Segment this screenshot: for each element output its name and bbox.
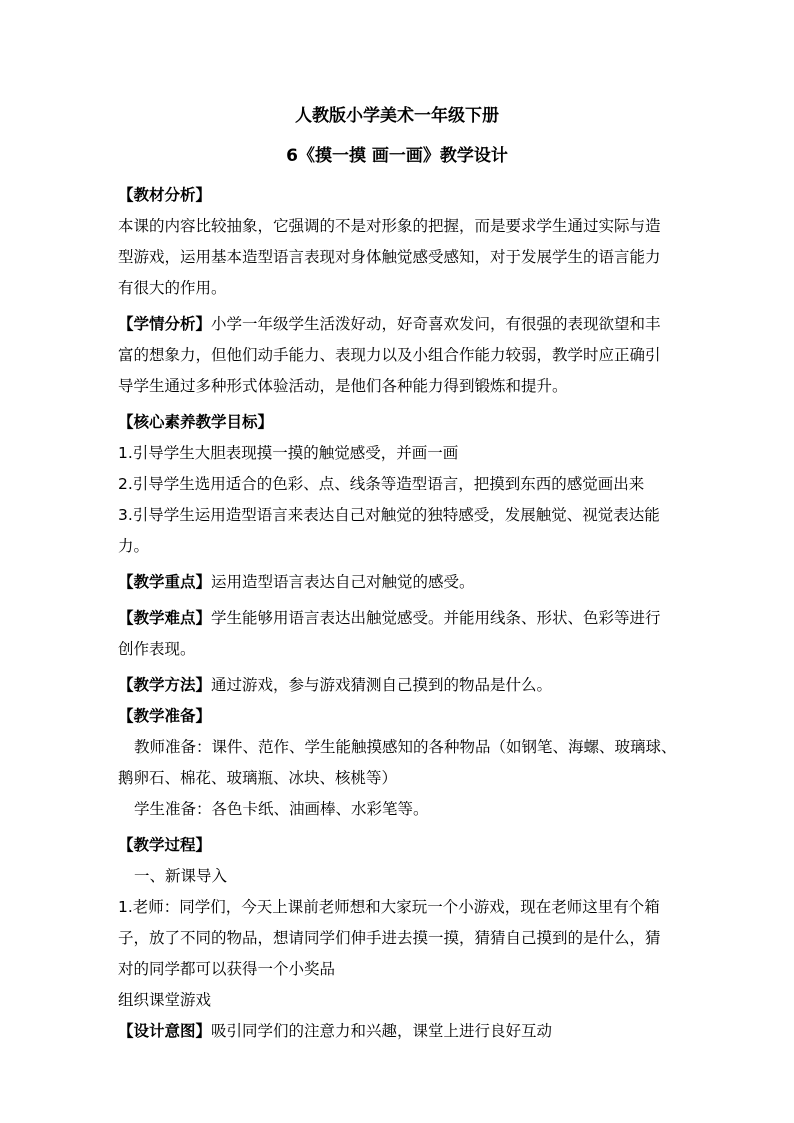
document-title: 人教版小学美术一年级下册 — [295, 106, 499, 126]
heading-preparation: 【教学准备】 — [118, 707, 212, 725]
heading-material-analysis: 【教材分析】 — [118, 186, 212, 204]
heading-key-point: 【教学重点】 — [118, 573, 212, 591]
paragraph-line: 有很大的作用。 — [118, 279, 227, 297]
paragraph-text: 吸引同学们的注意力和兴趣，课堂上进行良好互动 — [211, 1022, 553, 1040]
heading-process: 【教学过程】 — [118, 836, 212, 854]
paragraph-line — [118, 567, 676, 598]
paragraph-text: 小学一年级学生活泼好动，好奇喜欢发问，有很强的表现欲望和丰 — [211, 315, 661, 333]
paragraph-line — [118, 309, 676, 340]
paragraph-text: 运用造型语言表达自己对触觉的感受。 — [211, 573, 475, 591]
paragraph-line: 本课的内容比较抽象，它强调的不是对形象的把握，而是要求学生通过实际与造 — [118, 217, 661, 235]
heading-method: 【教学方法】 — [118, 676, 212, 694]
paragraph-line: 组织课堂游戏 — [118, 991, 212, 1009]
document-subtitle: 6《摸一摸 画一画》教学设计 — [286, 146, 508, 166]
list-item: 3.引导学生运用造型语言来表达自己对触觉的独特感受，发展触觉、视觉表达能 — [118, 506, 660, 524]
paragraph-line — [118, 670, 676, 701]
paragraph-line: 导学生通过多种形式体验活动，是他们各种能力得到锻炼和提升。 — [118, 377, 568, 395]
paragraph-line: 型游戏，运用基本造型语言表现对身体触觉感受感知，对于发展学生的语言能力 — [118, 248, 661, 266]
list-item: 2.引导学生选用适合的色彩、点、线条等造型语言，把摸到东西的感觉画出来 — [118, 475, 645, 493]
heading-design-intent: 【设计意图】 — [118, 1022, 212, 1040]
paragraph-text: 通过游戏，参与游戏猜测自己摸到的物品是什么。 — [211, 676, 553, 694]
paragraph-line: 子，放了不同的物品，想请同学们伸手进去摸一摸，猜猜自己摸到的是什么，猜 — [118, 929, 661, 947]
paragraph-line: 富的想象力，但他们动手能力、表现力以及小组合作能力较弱，教学时应正确引 — [118, 346, 661, 364]
paragraph-line — [118, 603, 676, 634]
paragraph-line: 1.老师：同学们，今天上课前老师想和大家玩一个小游戏，现在老师这里有个箱 — [118, 898, 660, 916]
heading-difficulty: 【教学难点】 — [118, 609, 212, 627]
list-item: 力。 — [118, 537, 150, 555]
paragraph-line: 对的同学都可以获得一个小奖品 — [118, 960, 336, 978]
paragraph-line: 学生准备：各色卡纸、油画棒、水彩笔等。 — [134, 800, 429, 818]
paragraph-line: 鹅卵石、棉花、玻璃瓶、冰块、核桃等） — [118, 769, 398, 787]
heading-student-analysis: 【学情分析】 — [118, 315, 212, 333]
paragraph-line: 创作表现。 — [118, 640, 196, 658]
paragraph-text: 学生能够用语言表达出触觉感受。并能用线条、形状、色彩等进行 — [211, 609, 661, 627]
sub-heading: 一、新课导入 — [134, 867, 228, 885]
heading-core-goals: 【核心素养教学目标】 — [118, 413, 274, 431]
paragraph-line — [118, 1016, 676, 1047]
list-item: 1.引导学生大胆表现摸一摸的触觉感受，并画一画 — [118, 444, 459, 462]
paragraph-line: 教师准备：课件、范作、学生能触摸感知的各种物品（如钢笔、海螺、玻璃球、 — [134, 738, 677, 756]
